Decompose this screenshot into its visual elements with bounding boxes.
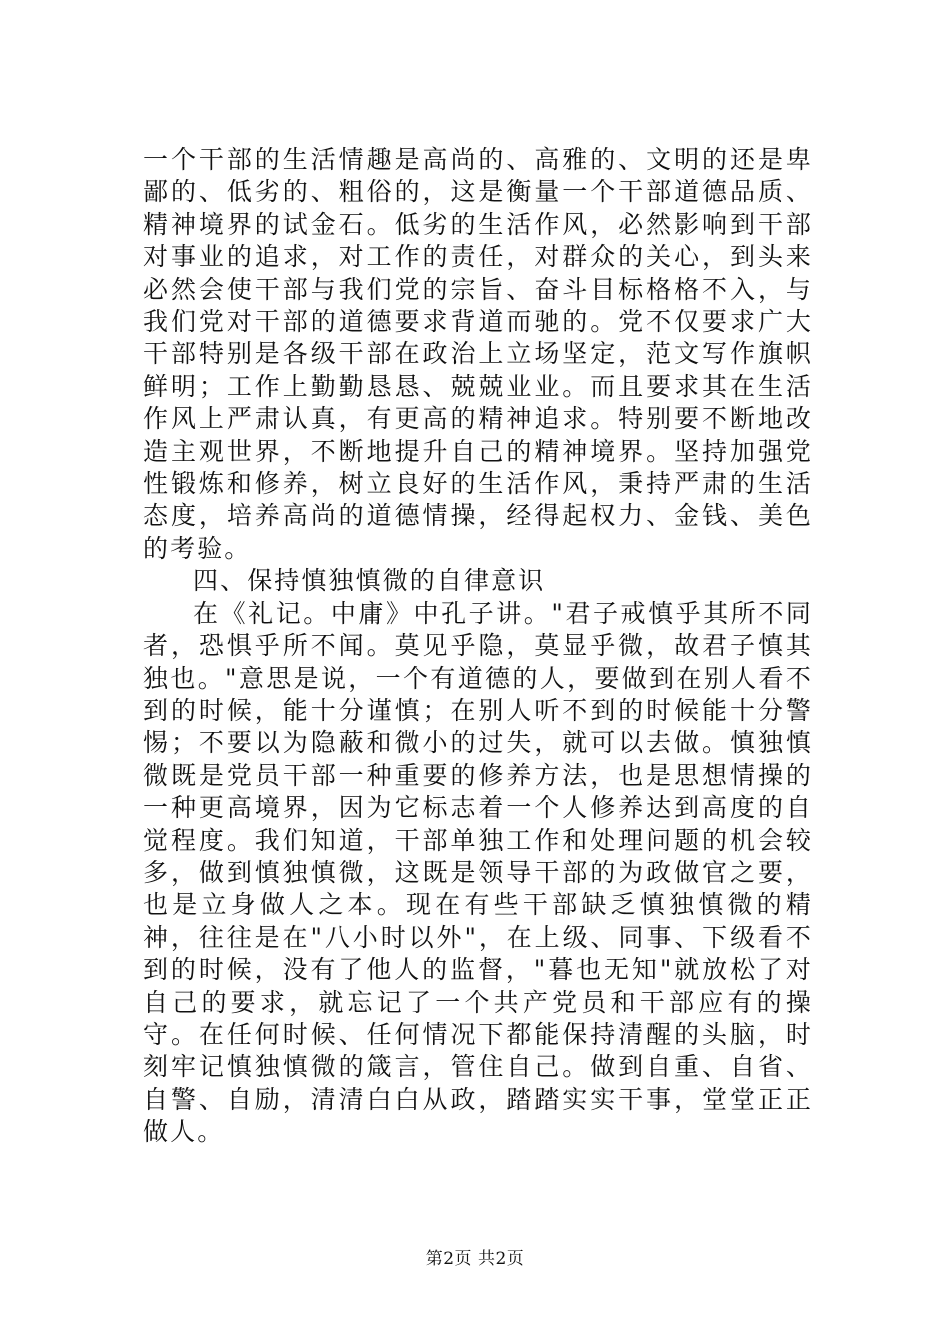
paragraph-self-discipline: 在《礼记。中庸》中孔子讲。"君子戒慎乎其所不同者，恐惧乎所不闻。莫见乎隐，莫显乎微，故君子慎其独也。"意思是说，一个有道德的人，要做到在别人看不到的时候，能十分谨慎；在别人听不到的时候能十分警惕；不要以为隐蔽和微小的过失，就可以去做。慎独慎微既是党员干部一种重要的修养方法，也是思想情操的一种更高境界，因为它标志着一个人修养达到高度的自觉程度。我们知道，干部单独工作和处理问题的机会较多，做到慎独慎微，这既是领导干部的为政做官之要，也是立身做人之本。现在有些干部缺乏慎独慎微的精神，往往是在"八小时以外"，在上级、同事、下级看不到的时候，没有了他人的监督，"暮也无知"就放松了对自己的要求，就忘记了一个共产党员和干部应有的操守。在任何时候、任何情况下都能保持清醒的头脑，时刻牢记慎独慎微的箴言，管住自己。做到自重、自省、自警、自励，清清白白从政，踏踏实实干事，堂堂正正做人。	[143, 598, 813, 1147]
page-footer: 第2页 共2页	[425, 1249, 525, 1269]
document-body	[143, 144, 813, 1149]
section-heading-4: 四、保持慎独慎微的自律意识	[193, 566, 546, 596]
paragraph-life-style: 一个干部的生活情趣是高尚的、高雅的、文明的还是卑鄙的、低劣的、粗俗的，这是衡量一个干部道德品质、精神境界的试金石。低劣的生活作风，必然影响到干部对事业的追求，对工作的责任，对群众的关心，到头来必然会使干部与我们党的宗旨、奋斗目标格格不入，与我们党对干部的道德要求背道而驰的。党不仅要求广大干部特别是各级干部在政治上立场坚定，范文写作旗帜鲜明；工作上勤勤恳恳、兢兢业业。而且要求其在生活作风上严肃认真，有更高的精神追求。特别要不断地改造主观世界，不断地提升自己的精神境界。坚持加强党性锻炼和修养，树立良好的生活作风，秉持严肃的生活态度，培养高尚的道德情操，经得起权力、金钱、美色的考验。	[143, 145, 813, 563]
